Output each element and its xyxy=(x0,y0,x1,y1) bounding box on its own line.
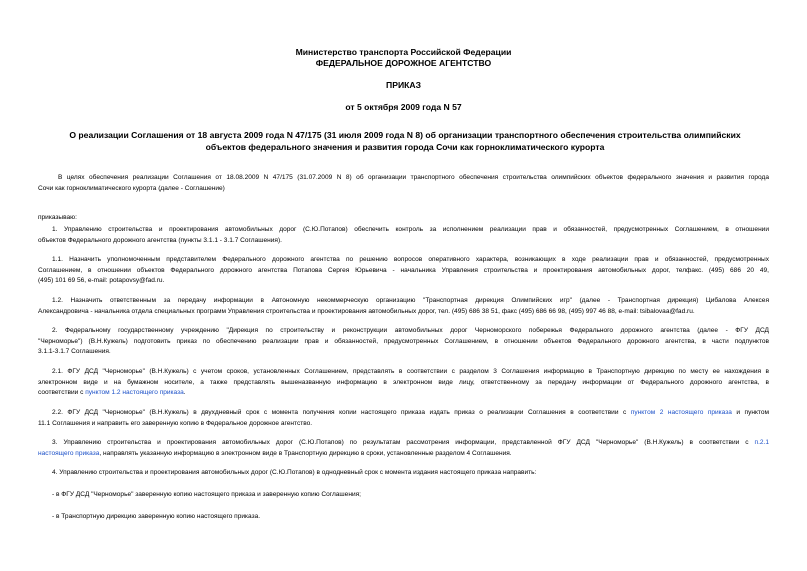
document-title-line: объектов федерального значения и развития города Сочи как горноклиматического курорта xyxy=(205,142,605,152)
link-clause-2-1-continued[interactable]: настоящего приказа xyxy=(38,449,100,457)
paragraph-1-2 xyxy=(38,296,769,317)
link-clause-2[interactable]: пунктом 2 настоящего приказа xyxy=(630,409,732,416)
paragraph-line xyxy=(38,449,769,460)
paragraph-line: Сочи как горноклиматического курорта (далее - Соглашение) xyxy=(38,184,225,192)
text-fragment: соответствии с xyxy=(38,389,86,397)
paragraph-3 xyxy=(38,438,769,459)
paragraph-line: (495) 101 69 56, e-mail: potapovsy@fad.ru. xyxy=(38,277,165,285)
paragraph-1-1 xyxy=(38,255,769,287)
text-fragment: , направлять указанную информацию в электронном виде в Транспортную дирекцию в сроки, установленные разделом 4 Соглашения. xyxy=(99,449,512,457)
paragraph-line: 2. Федеральному государственному учреждению "Дирекция по строительству и реконструкции автомобильных дорог Черноморского побережья Федерального дорожного агентства (далее - ФГУ ДСД xyxy=(52,327,769,334)
text-fragment: и пунктом xyxy=(731,409,769,416)
paragraph-line: 11.1 Соглашения и направить его заверенную копию в Федеральное дорожное агентство. xyxy=(38,419,313,427)
document-type: ПРИКАЗ xyxy=(386,80,421,90)
document-date: от 5 октября 2009 года N 57 xyxy=(345,102,462,112)
paragraph-2-1 xyxy=(38,367,769,399)
document-title-line: О реализации Соглашения от 18 августа 2009 года N 47/175 (31 июля 2009 года N 8) об организации транспортного обеспечения строительства олимпийских xyxy=(69,130,741,140)
paragraph-line xyxy=(38,438,769,449)
paragraph-line xyxy=(38,408,769,419)
text-fragment: 3. Управлению строительства и проектирования автомобильных дорог (С.Ю.Потапов) по результатам рассмотрения информации, представленной ФГУ ДСД "Черноморье" (В.Н.Кужель) в соответствии с xyxy=(52,439,755,446)
ministry-name: Министерство транспорта Российской Федерации xyxy=(295,47,512,57)
paragraph-line: Соглашением, в отношении объектов Федерального дорожного агентства Потапова Сергея Юрьевича - начальника Управления строительства и проектирования автомобильных дорог, телфакс. (495) 686 20 49, xyxy=(38,266,769,274)
paragraph-4-b xyxy=(38,512,769,523)
paragraph-line: приказываю: xyxy=(38,214,77,221)
paragraph-4 xyxy=(38,468,769,479)
paragraph-2 xyxy=(38,326,769,358)
agency-name: ФЕДЕРАЛЬНОЕ ДОРОЖНОЕ АГЕНТСТВО xyxy=(315,58,492,68)
paragraph-line: 1.1. Назначить уполномоченным представителем Федерального дорожного агентства по решению вопросов оперативного характера, возникающих в ходе реализации прав и обязанностей, предусмотренных xyxy=(52,256,769,263)
paragraph-line: 1.2. Назначить ответственным за передачу информации в Автономную некоммерческую организацию "Транспортная дирекция Олимпийских игр" (далее - Транспортная дирекция) Цибалова Алексея xyxy=(52,297,769,304)
intro-paragraph xyxy=(38,173,769,194)
document-title xyxy=(60,129,750,153)
paragraph-line: объектов Федерального дорожного агентства (пункты 3.1.1 - 3.1.7 Соглашения). xyxy=(38,236,282,244)
paragraph-line: 4. Управлению строительства и проектирования автомобильных дорог (С.Ю.Потапов) в однодневный срок с момента издания настоящего приказа направить: xyxy=(52,469,537,476)
paragraph-line xyxy=(38,388,769,399)
paragraph-line: 1. Управлению строительства и проектирования автомобильных дорог (С.Ю.Потапов) обеспечить контроль за исполнением реализации прав и обязанностей, предусмотренных Соглашением, в отношении xyxy=(52,226,769,233)
paragraph-2-2 xyxy=(38,408,769,429)
paragraph-line: В целях обеспечения реализации Соглашения от 18.08.2009 N 47/175 (31.07.2009 N 8) об организации транспортного обеспечения строительства олимпийских объектов федерального значения и развития города xyxy=(58,174,769,181)
paragraph-line: 2.1. ФГУ ДСД "Черноморье" (В.Н.Кужель) с учетом сроков, установленных Соглашением, представлять в соответствии с разделом 3 Соглашения информацию в Транспортную дирекцию по месту ее нахождения в xyxy=(52,368,769,375)
link-clause-1-2[interactable]: пунктом 1.2 настоящего приказа xyxy=(85,389,184,397)
paragraph-1 xyxy=(38,225,769,246)
paragraph-line: Александровича - начальника отдела специальных программ Управления строительства и проектирования автомобильных дорог, тел. (495) 686 38 51, факс (495) 686 66 98, (495) 997 46 88, e-mail: tsibalovaa@fad.ru. xyxy=(38,307,695,315)
text-fragment: . xyxy=(183,389,186,397)
paragraph-4-a xyxy=(38,490,769,501)
paragraph-line: "Черноморье") (В.Н.Кужель) подготовить приказ по обеспечению реализации прав и обязанностей, предусмотренных Соглашением, в отношении объектов Федерального дорожного агентства, в части подпунктов xyxy=(38,337,769,345)
link-clause-2-1[interactable]: п.2.1 xyxy=(754,439,769,446)
order-word xyxy=(38,213,769,224)
paragraph-line: - в ФГУ ДСД "Черноморье" заверенную копию настоящего приказа и заверенную копию Соглашения; xyxy=(52,491,361,498)
paragraph-line: электронном виде и на бумажном носителе, а также представлять вышеназванную информацию в электронном виде лицу, ответственному за передачу информации от Федерального дорожного агентства, в xyxy=(38,378,769,386)
paragraph-line: - в Транспортную дирекцию заверенную копию настоящего приказа. xyxy=(52,513,261,520)
text-fragment: 2.2. ФГУ ДСД "Черноморье" (В.Н.Кужель) в двухдневный срок с момента получения копии настоящего приказа издать приказ о реализации Соглашения в соответствии с xyxy=(52,409,631,416)
paragraph-line: 3.1.1-3.1.7 Соглашения. xyxy=(38,348,111,356)
